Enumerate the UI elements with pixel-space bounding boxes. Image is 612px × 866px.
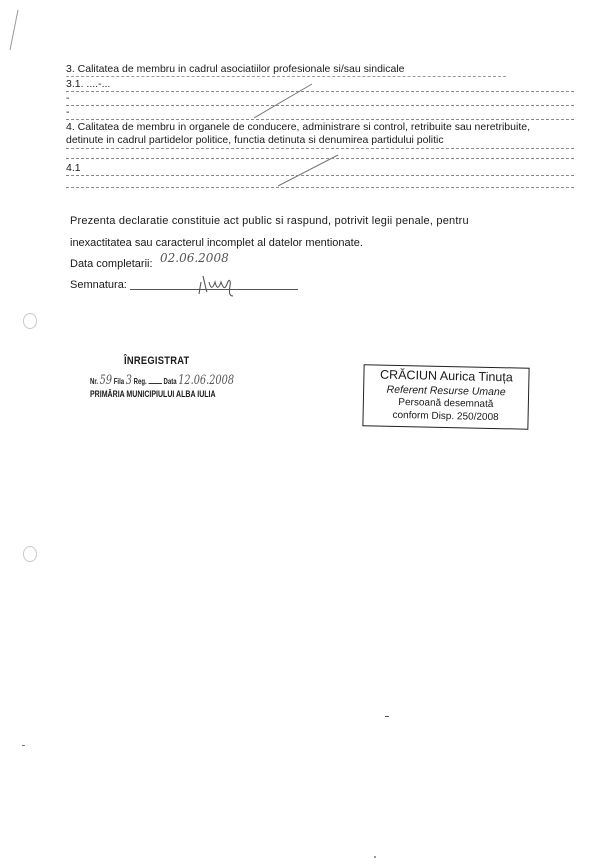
punch-hole-top [23, 313, 37, 329]
section-4-row-1: 4.1 [66, 162, 81, 174]
declaration-line-1: Prezenta declaratie constituie act public si raspund, potrivit legii penale, pentru [70, 215, 469, 227]
registration-institution: PRIMĂRIA MUNICIPIULUI ALBA IULIA [90, 389, 216, 399]
data-value: 12.06.2008 [178, 373, 235, 388]
section-4-row-2-rule [66, 187, 574, 188]
section-4-heading-line-1: 4. Calitatea de membru in organele de conducere, administrare si control, retribuite sau neretribuite, [66, 121, 530, 133]
scan-speck [374, 856, 376, 858]
section-3-row-1: 3.1. ....-... [66, 78, 111, 90]
declaration-line-2: inexactitatea sau caracterul incomplet al datelor mentionate. [70, 237, 363, 249]
data-label: Data [163, 377, 177, 386]
nr-label: Nr. [90, 377, 99, 386]
date-label: Data completarii: [70, 258, 153, 270]
official-stamp-line-4: conform Disp. 250/2008 [392, 409, 499, 424]
punch-hole-bottom [23, 546, 37, 562]
nr-value: 59 [99, 373, 113, 388]
signature-label: Semnatura: [70, 279, 127, 291]
registration-details [90, 373, 234, 388]
fila-label: Fila [113, 377, 125, 386]
scan-speck [385, 716, 389, 717]
section-3-row-2: - [66, 92, 70, 104]
section-4-blank-rule [66, 158, 574, 159]
official-stamp-name: CRĂCIUN Aurica Tinuța [379, 367, 513, 385]
fila-value: 3 [125, 373, 132, 388]
section-4-heading-rule [66, 148, 574, 149]
date-value: 02.06.2008 [160, 251, 229, 265]
registration-title: ÎNREGISTRAT [124, 355, 190, 367]
section-4-heading-line-2: detinute in cadrul partidelor politice, functia detinuta si denumirea partidului politic [66, 134, 444, 146]
reg-label: Reg. [133, 377, 147, 386]
official-stamp-line-3: Persoană desemnată [398, 397, 494, 410]
official-stamp-role: Referent Resurse Umane [386, 383, 506, 399]
official-stamp [362, 364, 529, 429]
section-4-row-1-rule [66, 175, 574, 176]
handwritten-signature [193, 262, 243, 300]
scan-speck [22, 745, 25, 746]
section-3-heading: 3. Calitatea de membru in cadrul asociatiilor profesionale si/sau sindicale [66, 63, 405, 75]
section-3-row-3: - [66, 106, 70, 118]
